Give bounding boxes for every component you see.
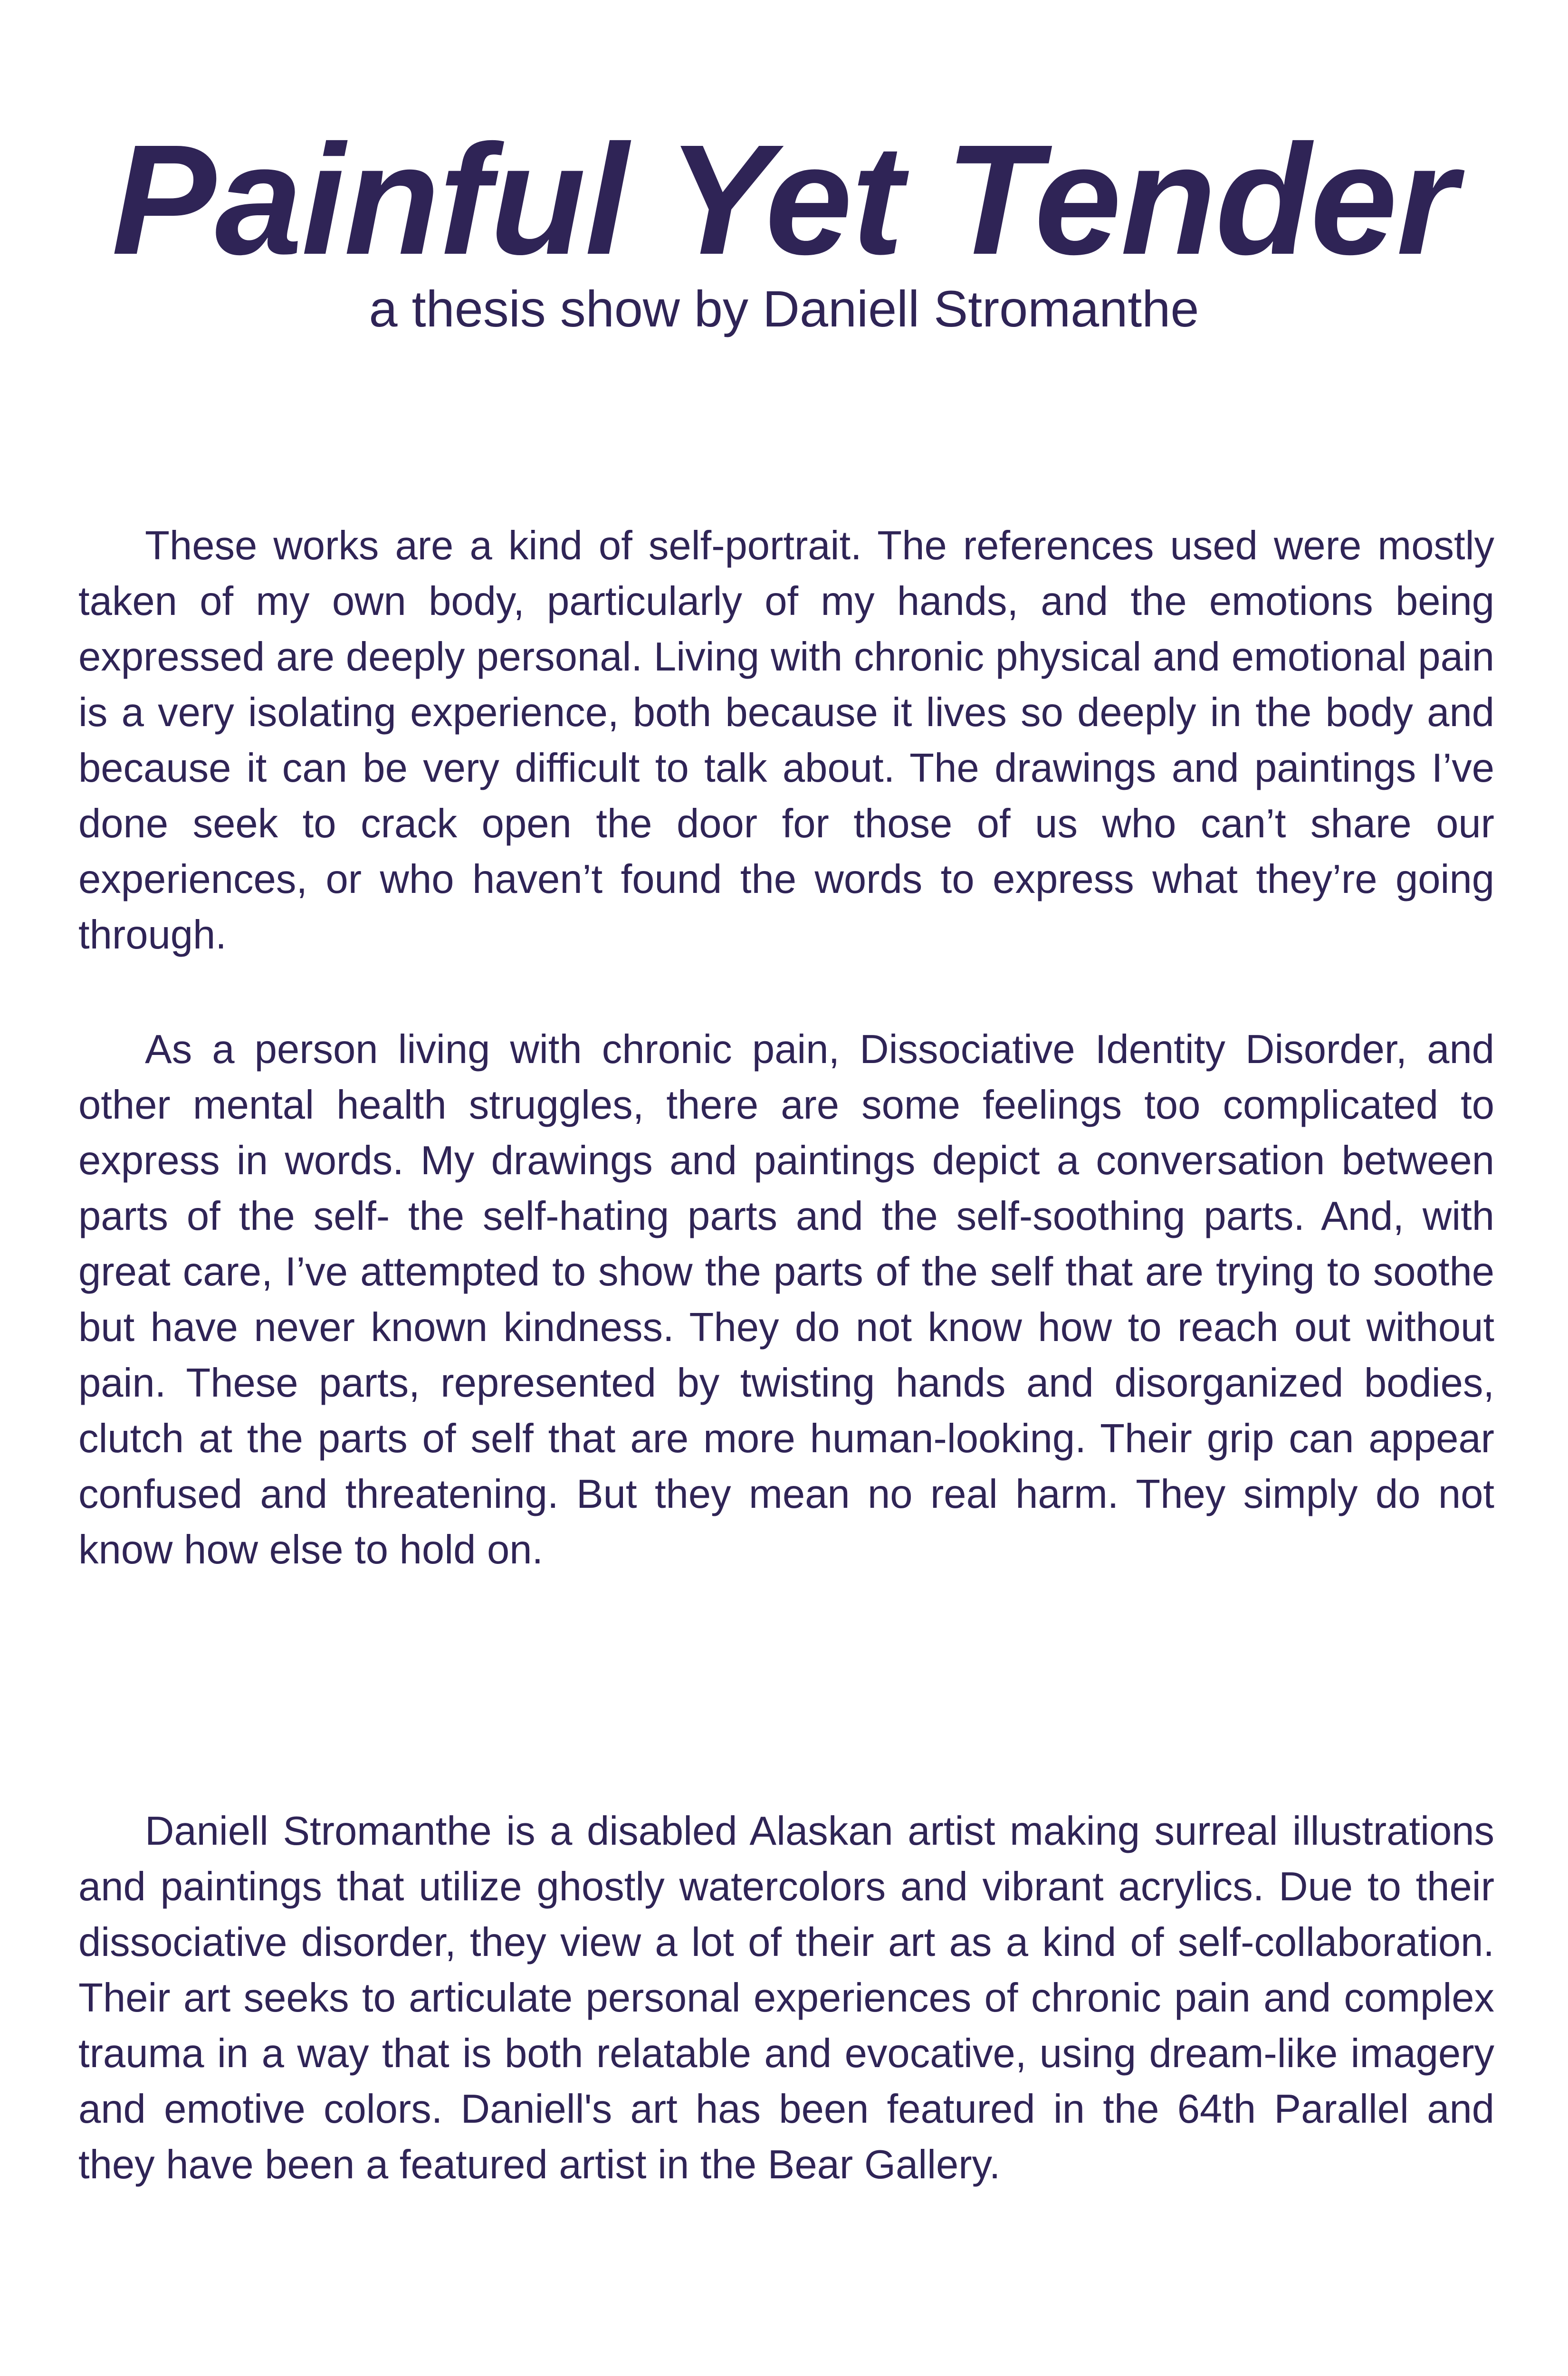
statement-paragraph-1: These works are a kind of self-portrait. The references used were mostly taken of my own body, particularly of my hands, and the emotions being expressed are deeply personal. Living with chronic physical and emotional pain is a very isolating experience, both because it lives so deeply in the body and because it can be very difficult to talk about. The drawings and paintings I’ve done seek to crack open the door for those of us who can’t share our experiences, or who haven’t found the words to express what they’re going through.: [78, 523, 1494, 958]
page-title: Painful Yet Tender: [111, 112, 1457, 287]
page-subtitle: a thesis show by Daniell Stromanthe: [369, 280, 1199, 337]
artist-bio-paragraph: Daniell Stromanthe is a disabled Alaskan artist making surreal illustrations and paintings that utilize ghostly watercolors and vibrant acrylics. Due to their dissociative disorder, they view a lot of their art as a kind of self-collaboration. Their art seeks to articulate personal experiences of chronic pain and complex trauma in a way that is both relatable and evocative, using dream-like imagery and emotive colors. Daniell's art has been featured in the 64th Parallel and they have been a featured artist in the Bear Gallery.: [78, 1809, 1494, 2187]
statement-paragraph-2: As a person living with chronic pain, Dissociative Identity Disorder, and other mental health struggles, there are some feelings too complicated to express in words. My drawings and paintings depict a conversation between parts of the self- the self-hating parts and the self-soothing parts. And, with great care, I’ve attempted to show the parts of the self that are trying to soothe but have never known kindness. They do not know how to reach out without pain. These parts, represented by twisting hands and disorganized bodies, clutch at the parts of self that are more human-looking. Their grip can appear confused and threatening. But they mean no real harm. They simply do not know how else to hold on.: [78, 1027, 1494, 1572]
